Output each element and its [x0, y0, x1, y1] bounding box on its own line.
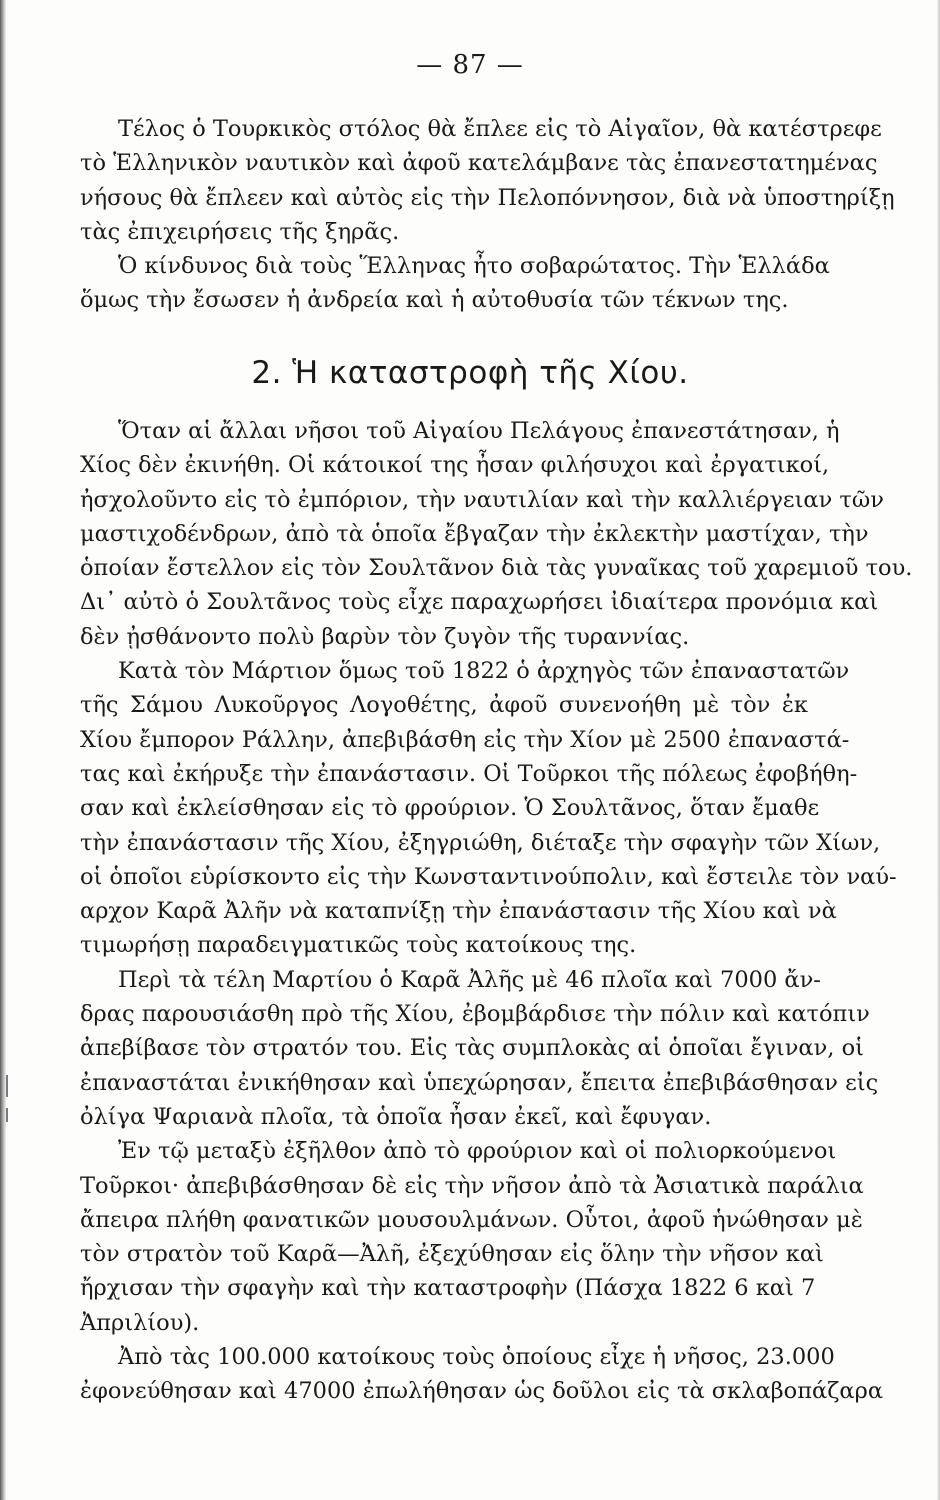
- paragraph: [80, 249, 830, 318]
- text-line: ἐπαναστάται ἐνικήθησαν καὶ ὑπεχώρησαν, ἔπειτα ἐπεβιβάσθησαν εἰς: [80, 1069, 879, 1096]
- page-binding-edge: [0, 0, 6, 1500]
- intro-text: [80, 112, 895, 318]
- text-line: νήσους θὰ ἔπλεεν καὶ αὐτὸς εἰς τὴν Πελοπόννησον, διὰ νὰ ὑποστηρίξῃ: [80, 184, 895, 211]
- text-line: αρχον Καρᾶ Ἀλῆν νὰ καταπνίξῃ τὴν ἐπανάστασιν τῆς Χίου καὶ νὰ: [80, 898, 837, 925]
- text-line: Τέλος ὁ Τουρκικὸς στόλος θὰ ἔπλεε εἰς τὸ Αἰγαῖον, θὰ κατέστρεφε: [118, 116, 882, 142]
- paragraph: [80, 414, 913, 654]
- text-line: Χίου ἔμπορον Ράλλην, ἀπεβιβάσθη εἰς τὴν Χίον μὲ 2500 ἐπαναστά-: [80, 726, 850, 753]
- text-line: ἠσχολοῦντο εἰς τὸ ἐμπόριον, τὴν ναυτιλίαν καὶ τὴν καλλιέργειαν τῶν: [80, 486, 884, 513]
- paragraph: [80, 1340, 884, 1409]
- text-line: Ἀπὸ τὰς 100.000 κατοίκους τοὺς ὁποίους εἶχε ἡ νῆσος, 23.000: [118, 1344, 835, 1371]
- text-line: Τοῦρκοι· ἀπεβιβάσθησαν δὲ εἰς τὴν νῆσον ἀπὸ τὰ Ἀσιατικὰ παράλια: [80, 1172, 864, 1199]
- text-line: τὸ Ἑλληνικὸν ναυτικὸν καὶ ἀφοῦ κατελάμβανε τὰς ἐπανεστατημένας: [80, 150, 878, 177]
- text-line: τὰς ἐπιχειρήσεις τῆς ξηρᾶς.: [80, 218, 400, 245]
- paragraph: [80, 112, 895, 249]
- text-line: τιμωρήσῃ παραδειγματικῶς τοὺς κατοίκους της.: [80, 932, 637, 959]
- text-line: δρας παρουσιάσθη πρὸ τῆς Χίου, ἐβομβάρδισε τὴν πόλιν καὶ κατόπιν: [80, 1001, 870, 1028]
- text-line: Χίος δὲν ἐκινήθη. Οἱ κάτοικοί της ἦσαν φιλήσυχοι καὶ ἐργατικοί,: [80, 452, 830, 479]
- text-line: μαστιχοδένδρων, ἀπὸ τὰ ὁποῖα ἔβγαζαν τὴν ἐκλεκτὴν μαστίχαν, τὴν: [80, 520, 869, 547]
- paragraph: [80, 1134, 864, 1340]
- text-line: Ἐν τῷ μεταξὺ ἐξῆλθον ἀπὸ τὸ φρούριον καὶ οἱ πολιορκούμενοι: [118, 1138, 837, 1165]
- text-line: τὴν ἐπανάστασιν τῆς Χίου, ἐξηγριώθη, διέταξε τὴν σφαγὴν τῶν Χίων,: [80, 829, 881, 856]
- text-line: σαν καὶ ἐκλείσθησαν εἰς τὸ φρούριον. Ὁ Σουλτᾶνος, ὅταν ἔμαθε: [80, 795, 820, 822]
- text-line: τας καὶ ἐκήρυξε τὴν ἐπανάστασιν. Οἱ Τοῦρκοι τῆς πόλεως ἐφοβήθη-: [80, 760, 858, 787]
- page-number: — 87 —: [416, 50, 524, 80]
- text-line: Ὅταν αἱ ἄλλαι νῆσοι τοῦ Αἰγαίου Πελάγους ἐπανεστάτησαν, ἡ: [118, 418, 840, 444]
- text-line: Ὁ κίνδυνος διὰ τοὺς Ἕλληνας ἦτο σοβαρώτατος. Τὴν Ἑλλάδα: [118, 253, 830, 280]
- text-line: δὲν ᾐσθάνοντο πολὺ βαρὺν τὸν ζυγὸν τῆς τυραννίας.: [80, 623, 690, 650]
- text-line: Κατὰ τὸν Μάρτιον ὅμως τοῦ 1822 ὁ ἀρχηγὸς τῶν ἐπαναστατῶν: [118, 658, 850, 685]
- text-line: ὁποίαν ἔστελλον εἰς τὸν Σουλτᾶνον διὰ τὰς γυναῖκας τοῦ χαρεμιοῦ του.: [80, 555, 913, 582]
- section-heading: 2. Ἡ καταστροφὴ τῆς Χίου.: [251, 355, 689, 391]
- text-line: ἀπεβίβασε τὸν στρατόν του. Εἰς τὰς συμπλοκὰς αἱ ὁποῖαι ἔγιναν, οἱ: [80, 1035, 864, 1062]
- text-line: ἤρχισαν τὴν σφαγὴν καὶ τὴν καταστροφὴν (Πάσχα 1822 6 καὶ 7: [80, 1275, 816, 1302]
- margin-mark: [6, 1108, 8, 1122]
- text-line: τὸν στρατὸν τοῦ Καρᾶ—Ἀλῆ, ἐξεχύθησαν εἰς ὅλην τὴν νῆσον καὶ: [80, 1241, 824, 1268]
- paragraph: [80, 654, 897, 963]
- text-line: οἱ ὁποῖοι εὑρίσκοντο εἰς τὴν Κωνσταντινούπολιν, καὶ ἔστειλε τὸν ναύ-: [80, 863, 897, 890]
- text-line: ὀλίγα Ψαριανὰ πλοῖα, τὰ ὁποῖα ἦσαν ἐκεῖ, καὶ ἔφυγαν.: [80, 1103, 712, 1130]
- text-line: τῆς Σάμου Λυκοῦργος Λογοθέτης, ἀφοῦ συνενοήθη μὲ τὸν ἐκ: [80, 692, 808, 719]
- text-line: ὅμως τὴν ἔσωσεν ἡ ἀνδρεία καὶ ἡ αὐτοθυσία τῶν τέκνων της.: [80, 287, 789, 314]
- margin-mark: [6, 1075, 8, 1097]
- text-line: ἄπειρα πλήθη φανατικῶν μουσουλμάνων. Οὗτοι, ἀφοῦ ἡνώθησαν μὲ: [80, 1206, 863, 1233]
- text-line: ἐφονεύθησαν καὶ 47000 ἐπωλήθησαν ὡς δοῦλοι εἰς τὰ σκλαβοπάζαρα: [80, 1378, 884, 1405]
- text-line: Δι᾽ αὐτὸ ὁ Σουλτᾶνος τοὺς εἶχε παραχωρήσει ἰδιαίτερα προνόμια καὶ: [80, 589, 879, 616]
- text-line: Ἀπριλίου).: [80, 1309, 200, 1336]
- text-line: Περὶ τὰ τέλη Μαρτίου ὁ Καρᾶ Ἀλῆς μὲ 46 πλοῖα καὶ 7000 ἄν-: [118, 966, 821, 993]
- section-text: [80, 414, 913, 1409]
- paragraph: [80, 963, 879, 1134]
